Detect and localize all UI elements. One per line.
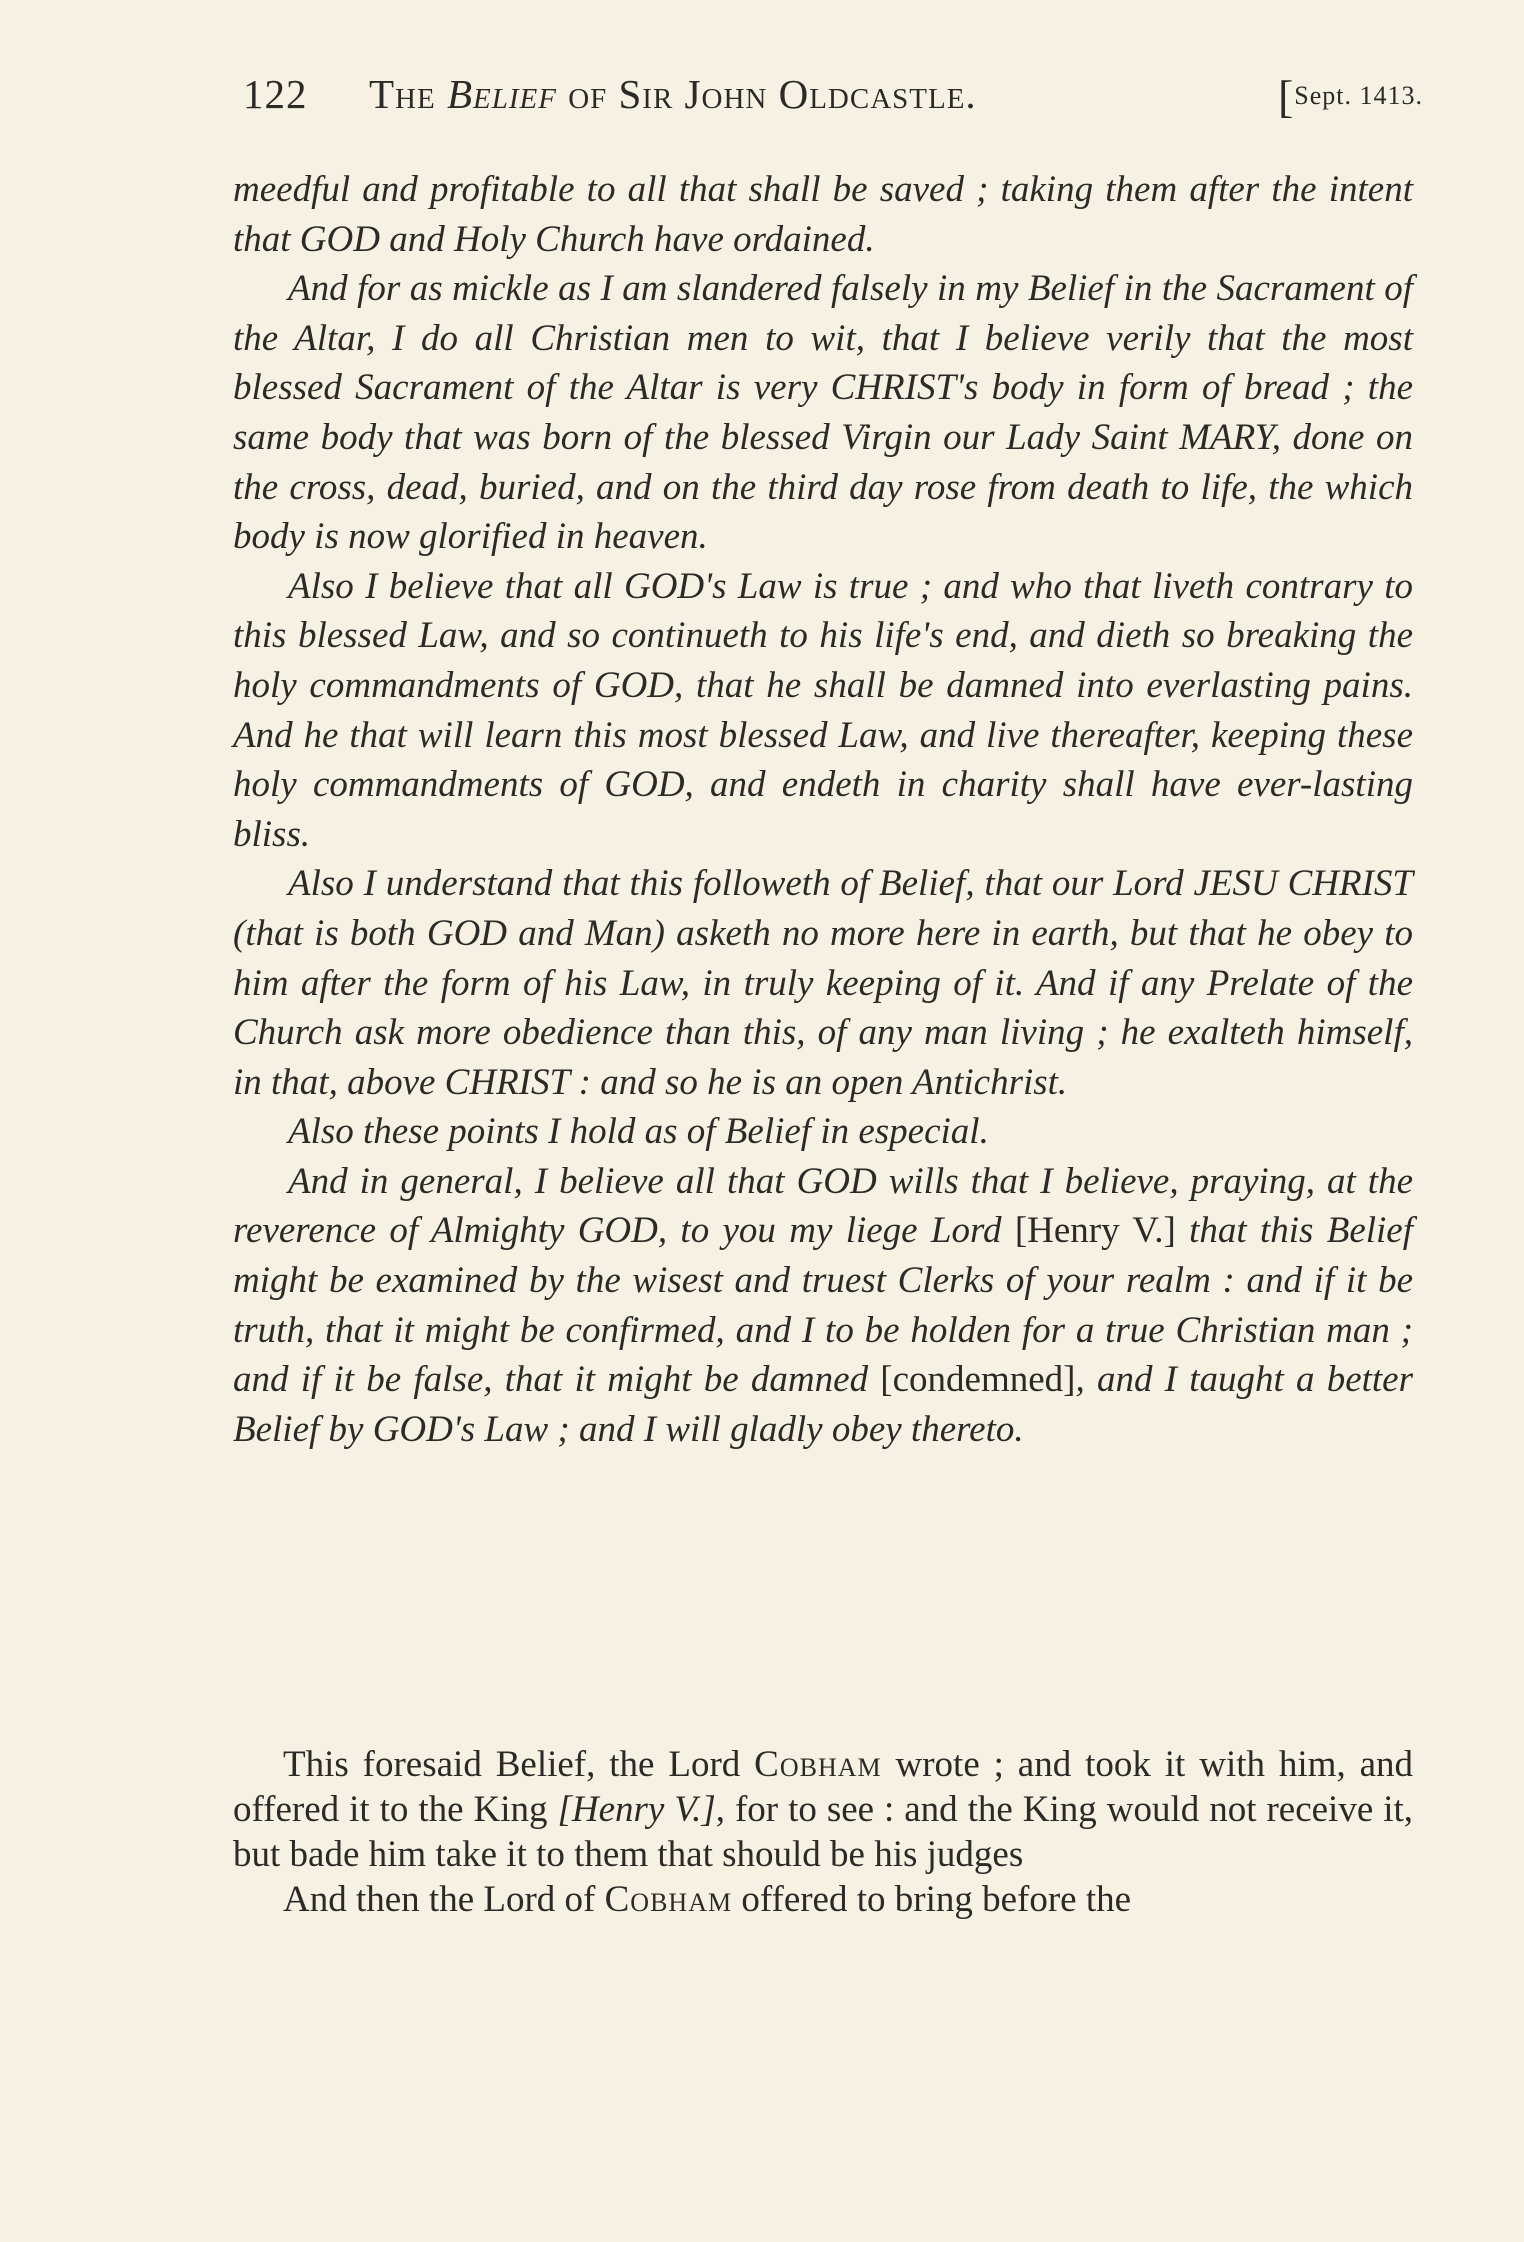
text-run: And in general, I believe all that GOD wills that I believe, praying, at the reverence of Almighty GOD, to you my liege Lord	[233, 1160, 1413, 1252]
editorial-gloss: [condemned]	[880, 1359, 1076, 1401]
paragraph	[233, 1742, 1413, 1877]
narrative-text	[233, 1742, 1413, 1922]
text-run: This foresaid Belief, the Lord	[283, 1744, 755, 1785]
title-prefix: The	[369, 71, 447, 117]
belief-text	[233, 165, 1413, 1454]
date-text: Sept. 1413.	[1294, 81, 1423, 110]
running-header	[243, 70, 1423, 130]
text-run: , and I taught a better Belief by GOD's Law ; and I will gladly obey thereto.	[233, 1359, 1414, 1450]
text-run: wrote ; and took it with him, and offered it to the King	[233, 1744, 1413, 1830]
paragraph: And for as mickle as I am slandered falsely in my Belief in the Sacrament of the Altar, I do all Christian men to wit, that I believe verily that the most blessed Sacrament of the Altar is very CHRIST's body in form of bread ; the same body that was born of the blessed Virgin our Lady Saint MARY, done on the cross, dead, buried, and on the third day rose from death to life, the which body is now glorified in heaven.	[233, 268, 1413, 558]
date-marker	[1278, 70, 1423, 123]
running-title	[369, 70, 977, 118]
date-bracket: [	[1277, 71, 1295, 122]
title-suffix: of Sir John Oldcastle.	[556, 71, 977, 117]
paragraph-final	[233, 1157, 1413, 1455]
name-cobham: Cobham	[604, 1879, 733, 1920]
text-run: , for to see : and the King would not receive it, but bade him take it to them that should be his judges	[233, 1789, 1414, 1875]
editorial-bracket: [Henry V.]	[557, 1789, 716, 1830]
paragraph: meedful and profitable to all that shall be saved ; taking them after the intent that GOD and Holy Church have ordained.	[233, 169, 1413, 260]
paragraph: Also these points I hold as of Belief in especial.	[288, 1111, 989, 1153]
title-italic-word: Belief	[446, 71, 557, 117]
editorial-bracket: [Henry V.]	[1014, 1210, 1176, 1252]
text-run: And then the Lord of	[283, 1879, 605, 1920]
page-number: 122	[243, 71, 308, 117]
name-cobham: Cobham	[754, 1744, 882, 1785]
text-run: offered to bring before the	[732, 1879, 1132, 1920]
paragraph: Also I believe that all GOD's Law is true ; and who that liveth contrary to this blessed Law, and so continueth to his life's end, and dieth so breaking the holy commandments of GOD, that he shall be damned into everlasting pains. And he that will learn this most blessed Law, and live thereafter, keeping these holy commandments of GOD, and endeth in charity shall have ever-lasting bliss.	[233, 565, 1413, 855]
paragraph: Also I understand that this followeth of Belief, that our Lord JESU CHRIST (that is both GOD and Man) asketh no more here in earth, but that he obey to him after the form of his Law, in truly keeping of it. And if any Prelate of the Church ask more obedience than this, of any man living ; he exalteth himself, in that, above CHRIST : and so he is an open Antichrist.	[233, 863, 1413, 1103]
text-run: that this Belief might be examined by the wisest and truest Clerks of your realm : and if it be truth, that it might be confirmed, and I to be holden for a true Christian man ; and if it be false, that it might be damned	[233, 1210, 1414, 1401]
paragraph	[233, 1877, 1413, 1922]
